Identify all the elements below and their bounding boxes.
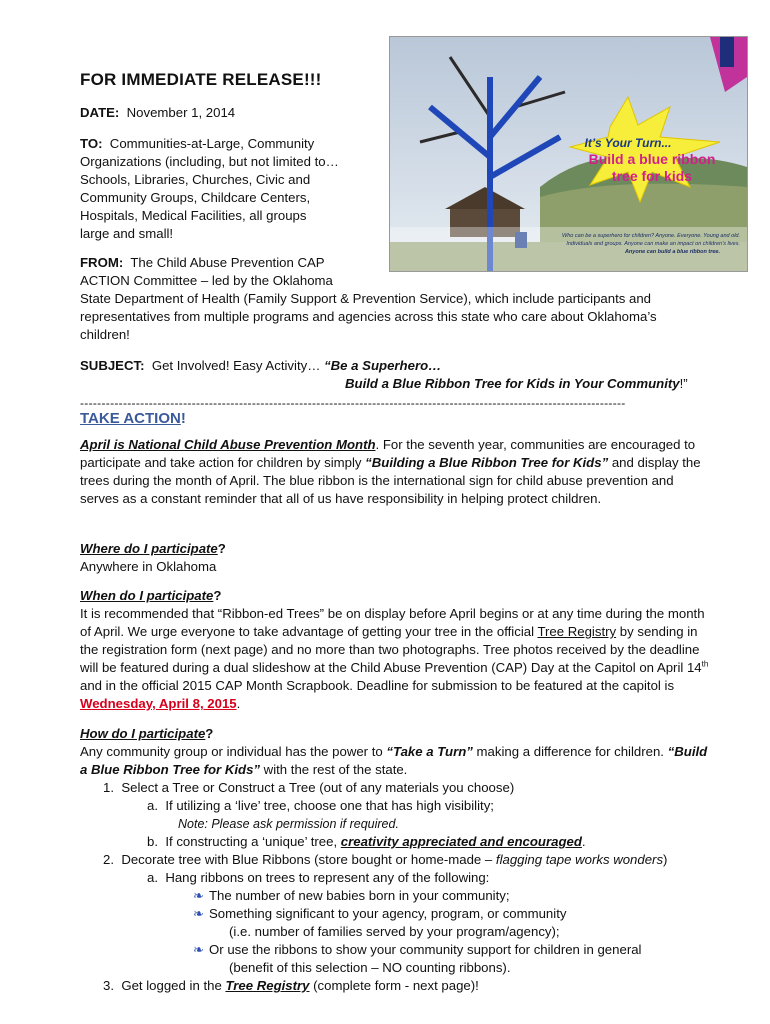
when-text: and in the official 2015 CAP Month Scrapbook. Deadline for submission to be featured at the capitol is bbox=[80, 678, 675, 693]
subject-quote: Build a Blue Ribbon Tree for Kids in Your Community bbox=[345, 376, 680, 391]
list-number: 2. bbox=[103, 852, 114, 867]
list-item bbox=[147, 833, 586, 851]
blue-ribbon-icon: ❧ bbox=[193, 888, 204, 903]
list-text: If utilizing a ‘live’ tree, choose one that has high visibility; bbox=[165, 798, 494, 813]
blue-ribbon-tree-poster bbox=[389, 36, 748, 272]
list-text: The number of new babies born in your community; bbox=[209, 888, 510, 903]
to-line: Organizations (including, but not limited to… bbox=[80, 154, 339, 169]
where-section bbox=[80, 540, 710, 576]
from-head bbox=[80, 254, 380, 290]
question-mark: ? bbox=[205, 726, 214, 741]
how-emphasis: “Build a Blue Ribbon Tree for Kids” bbox=[80, 744, 708, 777]
list-number: 3. bbox=[103, 978, 114, 993]
to-line: Communities-at-Large, Community bbox=[109, 136, 315, 151]
poster-illustration bbox=[390, 37, 747, 271]
bullet-item bbox=[193, 941, 641, 959]
list-letter: a. bbox=[147, 798, 158, 813]
take-action-text: TAKE ACTION bbox=[80, 410, 181, 427]
to-line: Community Groups, Childcare Centers, bbox=[80, 190, 311, 205]
list-text: Decorate tree with Blue Ribbons (store bought or home-made – bbox=[121, 852, 496, 867]
blue-ribbon-icon: ❧ bbox=[193, 942, 204, 957]
when-answer bbox=[80, 605, 710, 713]
bullet-item bbox=[193, 905, 566, 923]
list-continuation: (i.e. number of families served by your program/agency); bbox=[229, 924, 560, 939]
list-continuation: (benefit of this selection – NO counting ribbons). bbox=[229, 960, 511, 975]
intro-lead: April is National Child Abuse Prevention Month bbox=[80, 437, 376, 452]
take-action-heading bbox=[80, 410, 186, 428]
list-emphasis: creativity appreciated and encouraged bbox=[340, 834, 582, 849]
from-label: FROM: bbox=[80, 255, 124, 270]
how-text: making a difference for children. bbox=[472, 744, 668, 759]
poster-title: Build a blue ribbon bbox=[588, 151, 716, 167]
from-line: The Child Abuse Prevention CAP bbox=[130, 255, 325, 270]
release-heading: FOR IMMEDIATE RELEASE!!! bbox=[80, 70, 322, 89]
from-body: State Department of Health (Family Support & Prevention Service), which include participants and representatives from multiple programs and agencies across this state who care about Oklahoma’s children! bbox=[80, 291, 657, 342]
subject-quote: “Be a Superhero… bbox=[324, 358, 442, 373]
to-block bbox=[80, 135, 380, 243]
date-label: DATE: bbox=[80, 105, 120, 120]
when-question: When do I participate bbox=[80, 588, 214, 603]
poster-caption: Individuals and groups. Anyone can make an impact on children’s lives. bbox=[566, 241, 740, 247]
subject-text: Get Involved! Easy Activity… bbox=[151, 358, 325, 373]
to-line: Schools, Libraries, Churches, Civic and bbox=[80, 172, 311, 187]
list-text: Hang ribbons on trees to represent any of the following: bbox=[165, 870, 490, 885]
date-line bbox=[80, 104, 380, 122]
ordinal-suffix: th bbox=[701, 659, 709, 669]
when-text: It is recommended that “Ribbon-ed Trees” be on display before April begins or at any time during the month of April. We urge everyone to take advantage of getting your tree in the official bbox=[80, 606, 705, 639]
list-letter: a. bbox=[147, 870, 158, 885]
question-mark: ? bbox=[213, 588, 222, 603]
list-letter: b. bbox=[147, 834, 158, 849]
list-text: Something significant to your agency, program, or community bbox=[209, 906, 567, 921]
how-section bbox=[80, 725, 710, 779]
list-text: Or use the ribbons to show your community support for children in general bbox=[209, 942, 642, 957]
take-action-bang: ! bbox=[180, 410, 186, 427]
how-text: with the rest of the state. bbox=[260, 762, 408, 777]
how-emphasis: “Take a Turn” bbox=[386, 744, 473, 759]
list-item bbox=[103, 977, 479, 995]
list-item bbox=[103, 779, 514, 797]
list-text: Select a Tree or Construct a Tree (out of any materials you choose) bbox=[121, 780, 515, 795]
list-text: . bbox=[581, 834, 586, 849]
list-note: Note: Please ask permission if required. bbox=[178, 817, 399, 831]
where-question: Where do I participate bbox=[80, 541, 218, 556]
poster-caption: Anyone can build a blue ribbon tree. bbox=[624, 249, 720, 255]
list-number: 1. bbox=[103, 780, 114, 795]
to-line: Hospitals, Medical Facilities, all groups bbox=[80, 208, 307, 223]
from-line: ACTION Committee – led by the Oklahoma bbox=[80, 273, 333, 288]
list-text: Get logged in the bbox=[121, 978, 226, 993]
how-text: Any community group or individual has the power to bbox=[80, 744, 387, 759]
intro-emphasis: “Building a Blue Ribbon Tree for Kids” bbox=[365, 455, 609, 470]
where-answer: Anywhere in Oklahoma bbox=[80, 559, 217, 574]
to-label: TO: bbox=[80, 136, 103, 151]
when-text: . bbox=[236, 696, 241, 711]
blue-ribbon-icon: ❧ bbox=[193, 906, 204, 921]
bullet-item bbox=[193, 887, 510, 905]
list-text: ) bbox=[663, 852, 668, 867]
list-item bbox=[147, 869, 489, 887]
when-section bbox=[80, 587, 710, 713]
list-text: If constructing a ‘unique’ tree, bbox=[165, 834, 341, 849]
intro-paragraph bbox=[80, 436, 710, 508]
list-item bbox=[147, 797, 494, 815]
subject-block bbox=[80, 357, 710, 393]
when-text: by sending in the registration form (next page) and no more than two photographs. Tree photos received by the deadline will be featured during a dual slideshow at the Child Abuse Prevention (CAP) Day at the Capitol on April 14 bbox=[80, 624, 702, 675]
list-emphasis: flagging tape works wonders bbox=[495, 852, 664, 867]
date-value: November 1, 2014 bbox=[126, 105, 236, 120]
divider: ------------------------------------------------------------------------------------------------------------------------------- bbox=[80, 396, 626, 410]
tree-registry-link[interactable]: Tree Registry bbox=[537, 624, 617, 639]
intro-text: . For the seventh year, communities are encouraged to participate and take action for children by simply bbox=[80, 437, 696, 470]
poster-caption: Who can be a superhero for children? Anyone. Everyone. Young and old. bbox=[562, 233, 740, 239]
tree-registry-link[interactable]: Tree Registry bbox=[225, 978, 310, 993]
subject-quote-end: !” bbox=[679, 376, 688, 391]
to-line: large and small! bbox=[80, 226, 174, 241]
subject-label: SUBJECT: bbox=[80, 358, 145, 373]
question-mark: ? bbox=[217, 541, 226, 556]
list-text: (complete form - next page)! bbox=[309, 978, 479, 993]
deadline-date: Wednesday, April 8, 2015 bbox=[80, 696, 237, 711]
poster-title: tree for kids bbox=[611, 168, 693, 184]
how-answer bbox=[80, 743, 710, 779]
list-item bbox=[103, 851, 667, 869]
intro-text: and display the trees during the month of April. The blue ribbon is the international sign for child abuse prevention and serves as a constant reminder that all of us have responsibility in helping protect children. bbox=[80, 455, 701, 506]
poster-headline: It’s Your Turn... bbox=[584, 136, 672, 150]
how-question: How do I participate bbox=[80, 726, 206, 741]
